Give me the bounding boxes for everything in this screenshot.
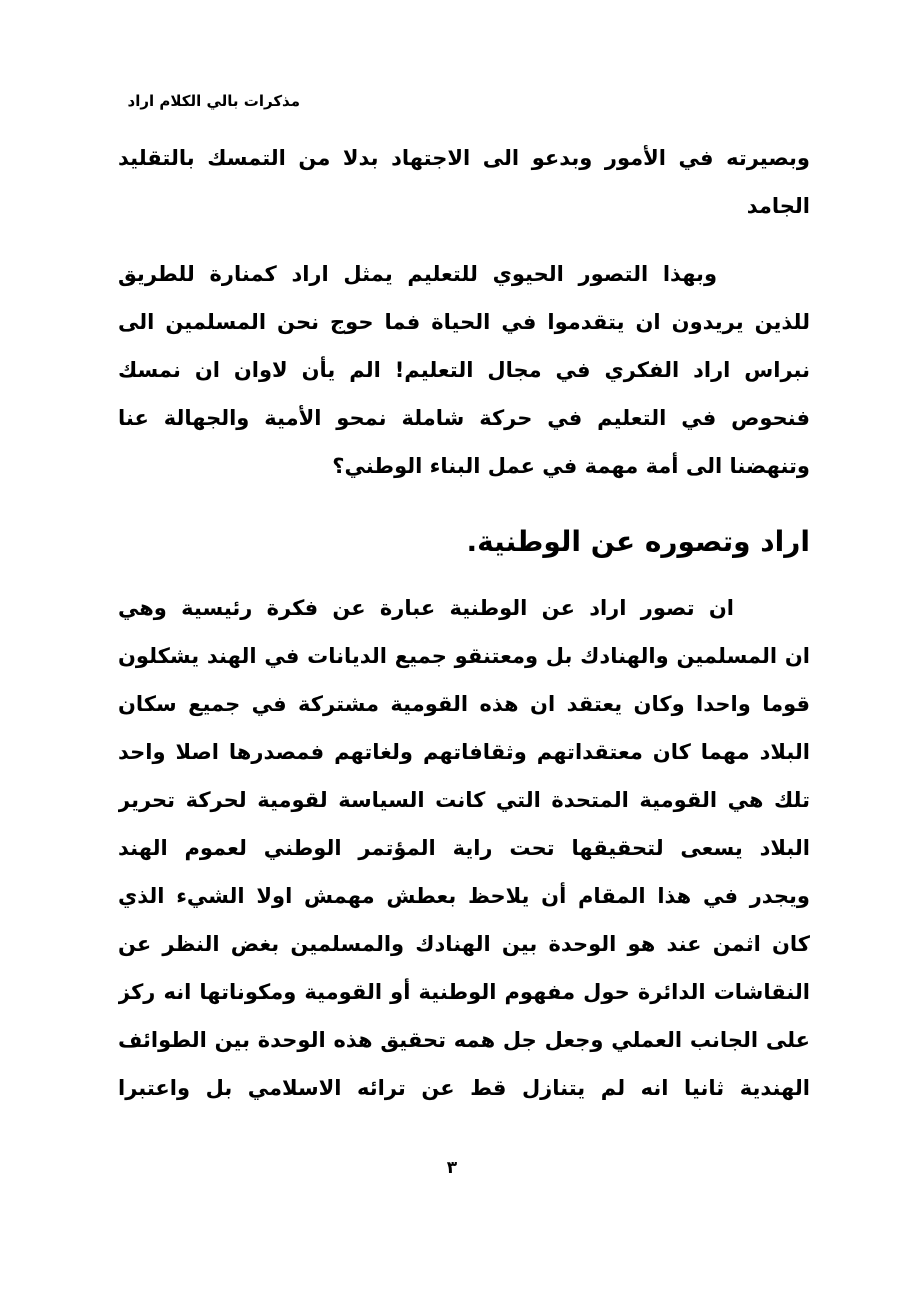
paragraph-line: كان اثمن عند هو الوحدة بين الهنادك والمسلمين بغض النظر عن bbox=[118, 932, 810, 956]
paragraph-line: ان المسلمين والهنادك بل ومعتنقو جميع الديانات في الهند يشكلون bbox=[118, 644, 810, 668]
paragraph-line: الجامد bbox=[746, 194, 810, 218]
paragraph-line: وبهذا التصور الحيوي للتعليم يمثل اراد كمنارة للطريق bbox=[118, 262, 717, 286]
paragraph-line: البلاد مهما كان معتقداتهم وثقافاتهم ولغاتهم فمصدرها اصلا واحد bbox=[118, 740, 810, 764]
paragraph-line: النقاشات الدائرة حول مفهوم الوطنية أو القومية ومكوناتها انه ركز bbox=[118, 980, 810, 1004]
page-number: ٣ bbox=[446, 1158, 458, 1178]
paragraph-line: البلاد يسعى لتحقيقها تحت راية المؤتمر الوطني لعموم الهند bbox=[118, 836, 810, 860]
paragraph-line: وتنهضنا الى أمة مهمة في عمل البناء الوطني؟ bbox=[332, 454, 810, 478]
paragraph-line: وبصيرته في الأمور وبدعو الى الاجتهاد بدلا من التمسك بالتقليد bbox=[118, 146, 810, 170]
paragraph-line: ان تصور اراد عن الوطنية عبارة عن فكرة رئيسية وهي bbox=[118, 596, 734, 620]
paragraph-line: نبراس اراد الفكري في مجال التعليم! الم يأن لاوان ان نمسك bbox=[118, 358, 810, 382]
paragraph-line: للذين يريدون ان يتقدموا في الحياة فما حوج نحن المسلمين الى bbox=[118, 310, 810, 334]
paragraph-line: الهندية ثانيا انه لم يتنازل قط عن ترائه الاسلامي بل واعتبرا bbox=[118, 1076, 810, 1100]
section-heading: اراد وتصوره عن الوطنية. bbox=[466, 525, 810, 558]
paragraph-line: قوما واحدا وكان يعتقد ان هذه القومية مشتركة في جميع سكان bbox=[118, 692, 810, 716]
paragraph-line: فنحوص في التعليم في حركة شاملة نمحو الأمية والجهالة عنا bbox=[118, 406, 810, 430]
paragraph-line: ويجدر في هذا المقام أن يلاحظ بعطش مهمش اولا الشيء الذي bbox=[118, 884, 810, 908]
paragraph-line: تلك هي القومية المتحدة التي كانت السياسة لقومية لحركة تحرير bbox=[118, 788, 810, 812]
paragraph-line: على الجانب العملي وجعل جل همه تحقيق هذه الوحدة بين الطوائف bbox=[118, 1028, 810, 1052]
running-header: مذكرات بالي الكلام اراد bbox=[127, 92, 300, 110]
